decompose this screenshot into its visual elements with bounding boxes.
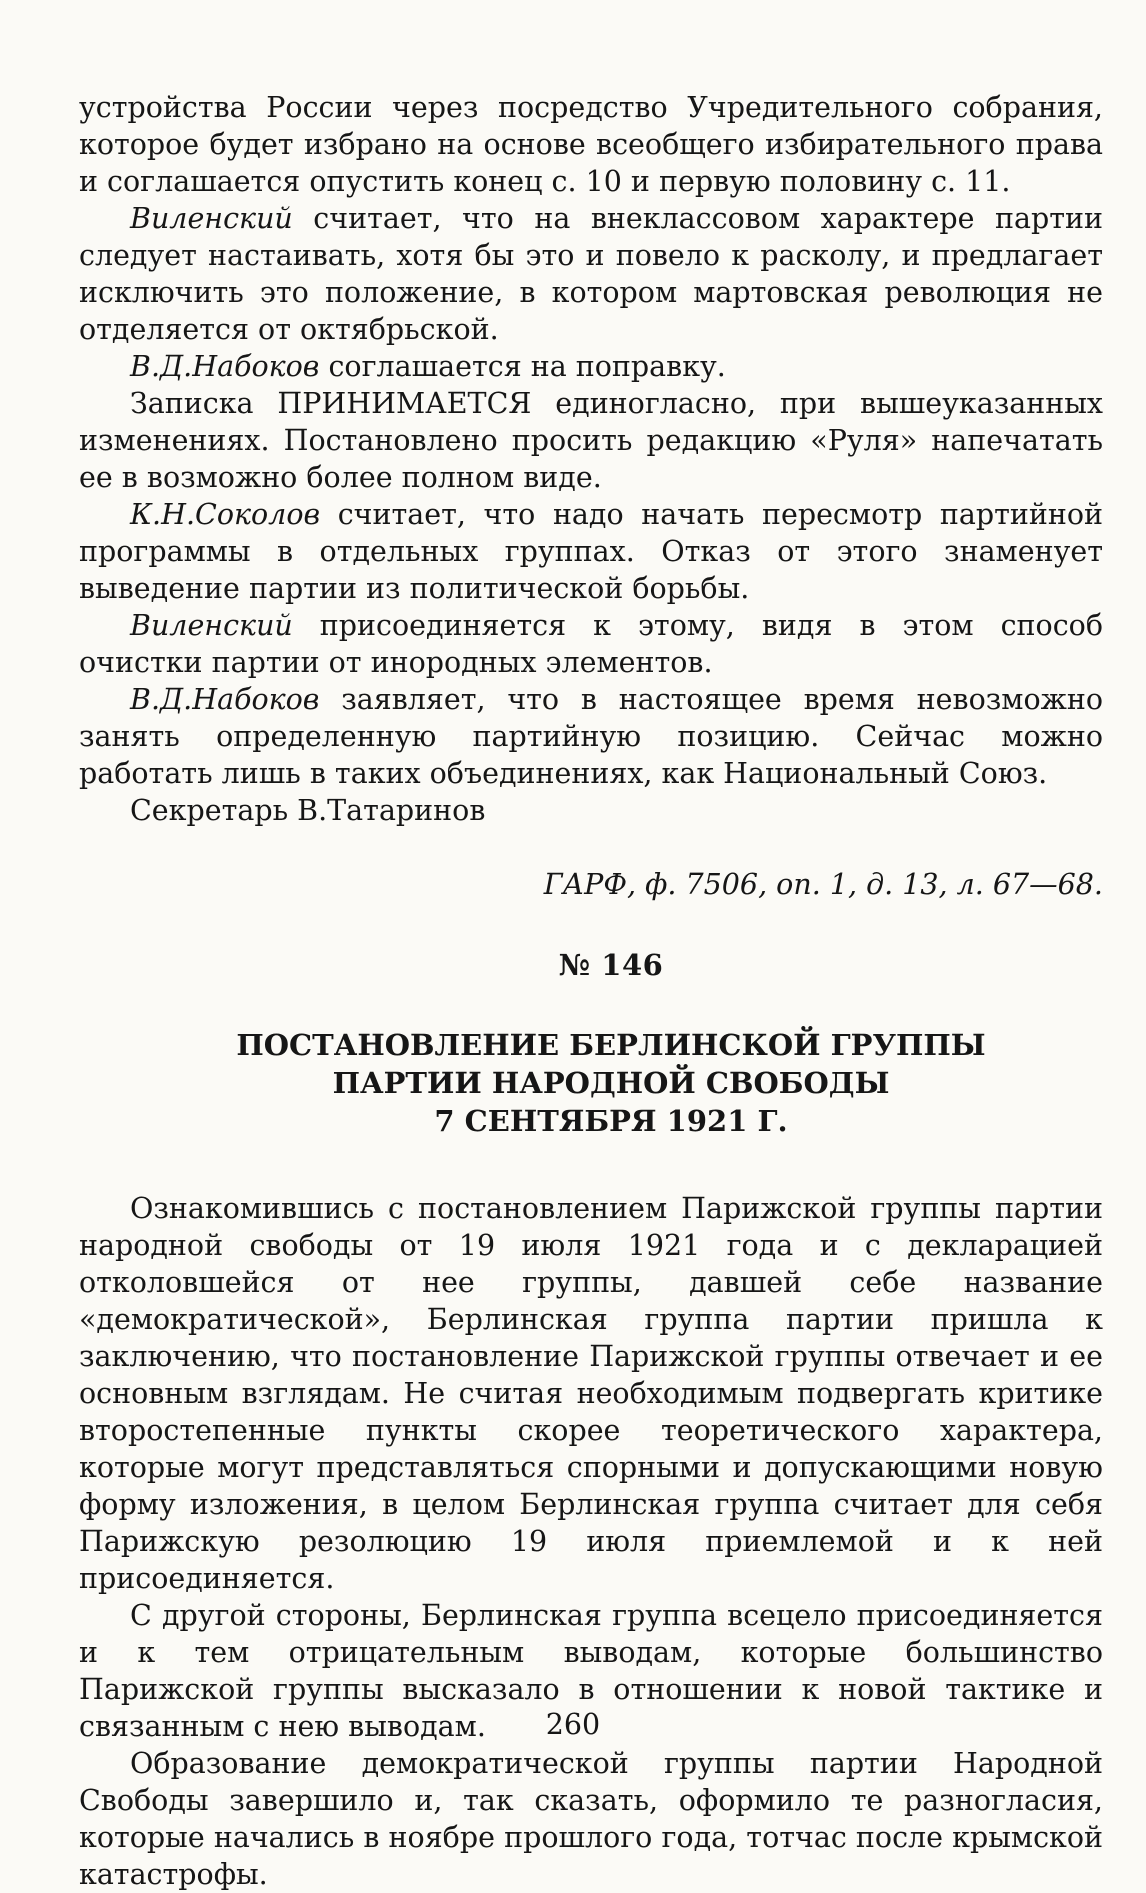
document-paragraph: Ознакомившись с постановлением Парижской группы партии народной свободы от 19 июля 1921 года и с декларацией отколовшейся от нее группы, давшей себе название «демократической», Берлинская группа партии пришла к заключению, что постановление Парижской группы отвечает и ее основным взглядам. Не считая необходимым подвергать критике второстепенные пункты скорее теоретического характера, которые могут представляться спорными и допускающими новую форму изложения, в целом Берлинская группа считает для себя Парижскую резолюцию 19 июля приемлемой и к ней присоединяется. xyxy=(79,1192,1103,1595)
document-paragraph: Образование демократической группы партии Народной Свободы завершило и, так сказать, оформило те разногласия, которые начались в ноябре прошлого года, тотчас после крымской катастрофы. xyxy=(79,1747,1103,1891)
speaker-name: В.Д.Набоков xyxy=(130,350,320,383)
paragraph-vilensky-2 xyxy=(79,607,1103,681)
archive-source: ГАРФ, ф. 7506, оп. 1, д. 13, л. 67—68. xyxy=(543,868,1103,901)
speaker-name: Виленский xyxy=(130,609,293,642)
paragraph-vilensky-1 xyxy=(79,200,1103,348)
paragraph-continuation xyxy=(79,89,1103,200)
document-paragraph: С другой стороны, Берлинская группа всецело присоединяется и к тем отрицательным выводам, которые большинство Парижской группы высказало в отношении к новой тактике и связанным с нею выводам. xyxy=(79,1599,1103,1743)
paragraph-text: устройства России через посредство Учредительного собрания, которое будет избрано на основе всеобщего избирательного права и соглашается опустить конец с. 10 и первую половину с. 11. xyxy=(79,91,1103,198)
secretary-signature xyxy=(79,792,1103,829)
paragraph-text: присоединяется к этому, видя в этом способ очистки партии от инородных элементов. xyxy=(79,609,1103,679)
paragraph-text: считает, что надо начать пересмотр партийной программы в отдельных группах. Отказ от этого знаменует выведение партии из политической борьбы. xyxy=(79,498,1103,605)
paragraph-text: Записка ПРИНИМАЕТСЯ единогласно, при вышеуказанных изменениях. Постановлено просить редакцию «Руля» напечатать ее в возможно более полном виде. xyxy=(79,387,1103,494)
paragraph-text: заявляет, что в настоящее время невозможно занять определенную партийную позицию. Сейчас можно работать лишь в таких объединениях, как Национальный Союз. xyxy=(79,683,1103,790)
paragraph-sokolov xyxy=(79,496,1103,607)
title-line: ПАРТИИ НАРОДНОЙ СВОБОДЫ xyxy=(332,1066,890,1100)
title-line: 7 СЕНТЯБРЯ 1921 Г. xyxy=(434,1104,788,1138)
speaker-name: В.Д.Набоков xyxy=(130,683,320,716)
title-line: ПОСТАНОВЛЕНИЕ БЕРЛИНСКОЙ ГРУППЫ xyxy=(236,1028,986,1062)
paragraph-nabokov-1 xyxy=(79,348,1103,385)
paragraph-resolution xyxy=(79,385,1103,496)
document-title xyxy=(79,1026,1103,1140)
paragraph-text: Секретарь В.Татаринов xyxy=(130,794,486,827)
document-number: № 146 xyxy=(558,948,664,982)
paragraph-nabokov-2 xyxy=(79,681,1103,792)
page-text xyxy=(79,89,1103,1893)
speaker-name: Виленский xyxy=(130,202,293,235)
paragraph-text: считает, что на внеклассовом характере партии следует настаивать, хотя бы это и повело к расколу, и предлагает исключить это положение, в котором мартовская революция не отделяется от октябрьской. xyxy=(79,202,1103,346)
speaker-name: К.Н.Соколов xyxy=(130,498,321,531)
paragraph-text: соглашается на поправку. xyxy=(319,350,726,383)
page-number: 260 xyxy=(545,1708,601,1741)
